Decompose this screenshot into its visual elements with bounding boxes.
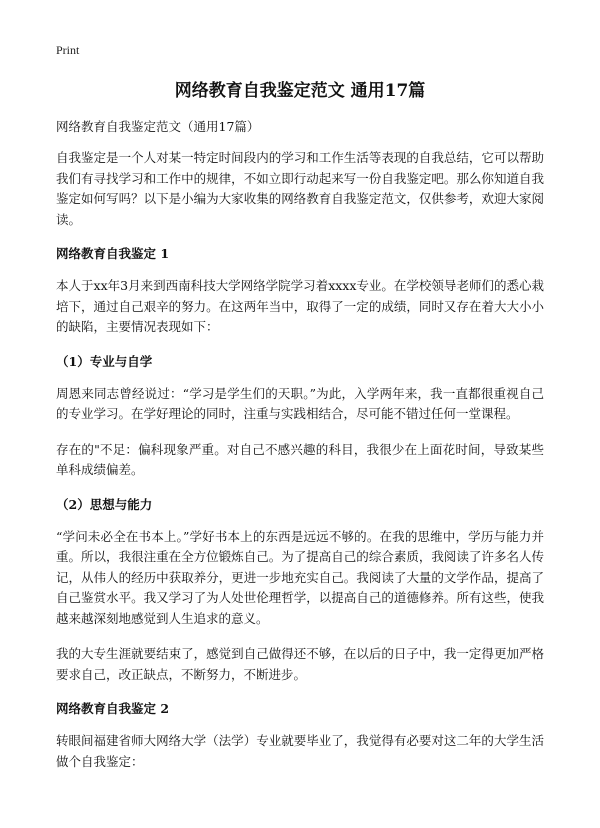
subsection-ability-paragraph-1: “学问未必全在书本上。”学好书本上的东西是远远不够的。在我的思维中，学历与能力并重。所以，我很注重在全方位锻炼自己。为了提高自己的综合素质，我阅读了许多名人传记，从伟人的经历中获取养分，更进一步地充实自己。我阅读了大量的文学作品，提高了自己鉴赏水平。我又学习了为人处世伦理哲学，以提高自己的道德修养。所有这些，使我越来越深刻地感觉到人生追求的意义。 [56,528,544,626]
intro-paragraph: 自我鉴定是一个人对某一特定时间段内的学习和工作生活等表现的自我总结，它可以帮助我们有寻找学习和工作中的规律，不如立即行动起来写一份自我鉴定吧。那么你知道自我鉴定如何写吗？以下是小编为大家收集的网络教育自我鉴定范文，仅供参考，欢迎大家阅读。 [56,150,544,227]
section-1-heading: 网络教育自我鉴定 1 [56,246,170,261]
subsection-ability-heading: （2）思想与能力 [56,496,153,512]
section-1-paragraph: 本人于xx年3月来到西南科技大学网络学院学习着xxxx专业。在学校领导老师们的悉心栽培下，通过自己艰辛的努力。在这两年当中，取得了一定的成绩，同时又存在着大大小小的缺陷，主要情况表现如下： [56,278,544,334]
subsection-study-paragraph-2: 存在的"不足：偏科现象严重。对自己不感兴趣的科目，我很少在上面花时间，导致某些单科成绩偏差。 [56,441,544,477]
print-link[interactable]: Print [56,43,80,57]
subsection-study-heading: （1）专业与自学 [56,353,153,369]
subsection-study-paragraph-1: 周恩来同志曾经说过：“学习是学生们的天职。”为此，入学两年来，我一直都很重视自己的专业学习。在学好理论的同时，注重与实践相结合，尽可能不错过任何一堂课程。 [56,385,544,421]
section-2-paragraph: 转眼间福建省师大网络大学（法学）专业就要毕业了，我觉得有必要对这二年的大学生活做个自我鉴定： [56,733,544,769]
document-title: 网络教育自我鉴定范文 通用17篇 [174,81,426,101]
section-2-heading: 网络教育自我鉴定 2 [56,701,170,716]
subsection-ability-paragraph-2: 我的大专生涯就要结束了，感觉到自己做得还不够，在以后的日子中，我一定得更加严格要求自己，改正缺点，不断努力，不断进步。 [56,646,544,682]
document-subtitle: 网络教育自我鉴定范文（通用17篇） [56,119,260,134]
